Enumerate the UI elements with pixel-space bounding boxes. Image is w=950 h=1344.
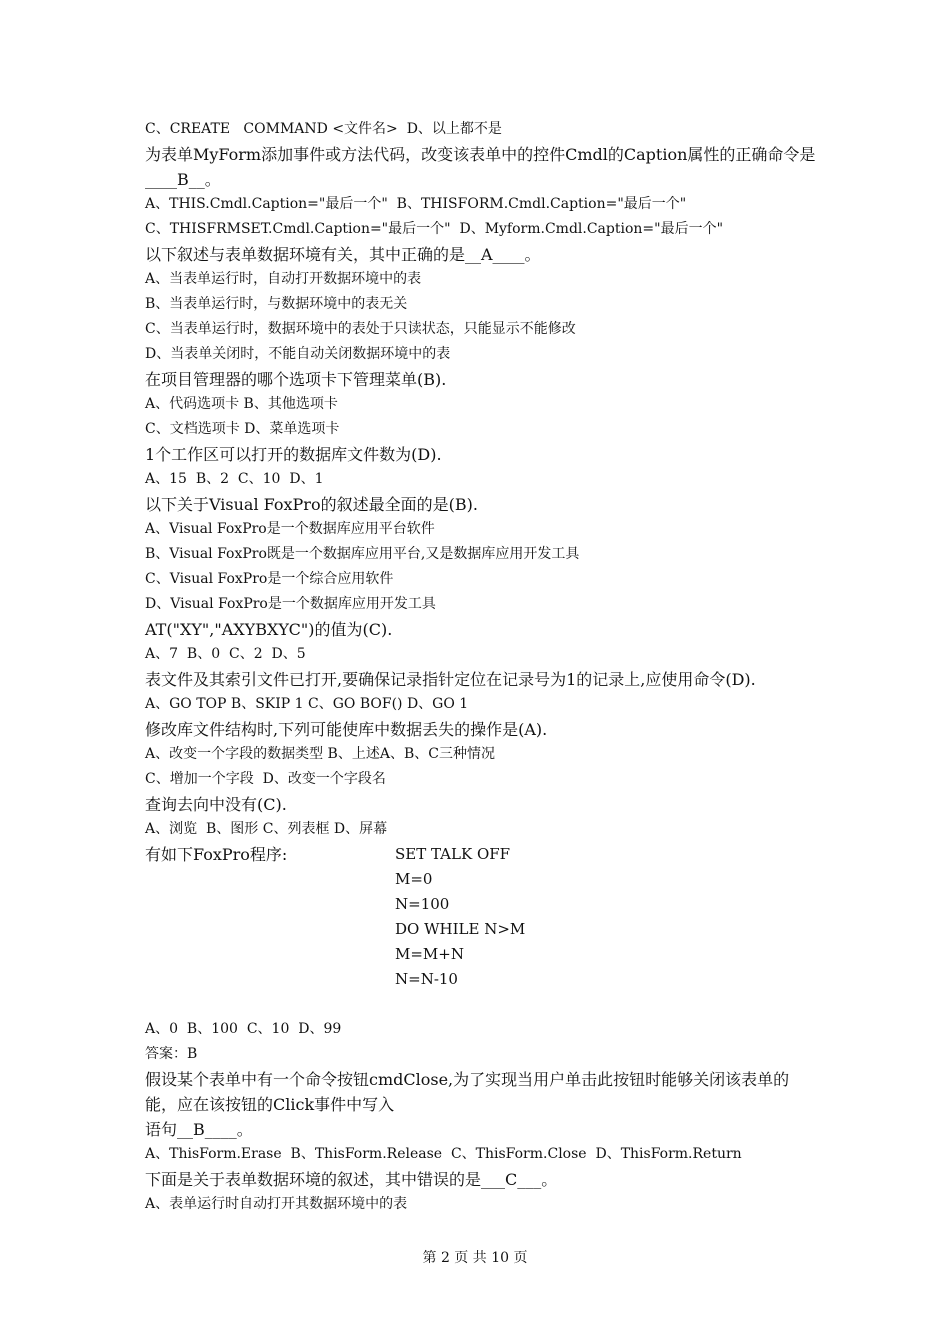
question-line: 查询去向中没有(C). (145, 795, 287, 814)
code-line: N=N-10 (395, 970, 458, 988)
option-line: A、0 B、100 C、10 D、99 (145, 1021, 342, 1037)
blank-line (145, 992, 825, 1017)
question-line: 为表单MyForm添加事件或方法代码，改变该表单中的控件Cmdl的Caption属性的正确命令是 (145, 145, 816, 164)
option-line: A、GO TOP B、SKIP 1 C、GO BOF() D、GO 1 (145, 696, 469, 712)
question-line: 能，应在该按钮的Click事件中写入 (145, 1095, 395, 1114)
program-block (145, 842, 825, 992)
question-line: 语句__B____。 (145, 1120, 253, 1139)
option-line: B、当表单运行时，与数据环境中的表无关 (145, 296, 408, 312)
option-line: A、浏览 B、图形 C、列表框 D、屏幕 (145, 821, 388, 837)
question-line: 以下叙述与表单数据环境有关，其中正确的是__A____。 (145, 245, 541, 264)
option-line: D、当表单关闭时，不能自动关闭数据环境中的表 (145, 346, 451, 362)
code-line: DO WHILE N>M (395, 920, 526, 938)
question-line: 假设某个表单中有一个命令按钮cmdClose,为了实现当用户单击此按钮时能够关闭该表单的 (145, 1070, 790, 1089)
code-line: N=100 (395, 895, 450, 913)
option-line: C、THISFRMSET.Cmdl.Caption="最后一个" D、Myform.Cmdl.Caption="最后一个" (145, 221, 724, 237)
option-line: A、15 B、2 C、10 D、1 (145, 471, 324, 487)
option-line: D、Visual FoxPro是一个数据库应用开发工具 (145, 596, 436, 612)
option-line: C、增加一个字段 D、改变一个字段名 (145, 771, 386, 787)
question-line: 1个工作区可以打开的数据库文件数为(D). (145, 445, 442, 464)
option-line: A、表单运行时自动打开其数据环境中的表 (145, 1196, 408, 1212)
page-content (145, 117, 825, 1217)
question-line: AT("XY","AXYBXYC")的值为(C). (145, 620, 393, 639)
question-line: 在项目管理器的哪个选项卡下管理菜单(B). (145, 370, 447, 389)
option-line: A、7 B、0 C、2 D、5 (145, 646, 306, 662)
page-footer: 第 2 页 共 10 页 (422, 1250, 528, 1266)
answer-line: 答案：B (145, 1046, 198, 1062)
option-line: C、当表单运行时，数据环境中的表处于只读状态，只能显示不能修改 (145, 321, 576, 337)
question-line: 以下关于Visual FoxPro的叙述最全面的是(B). (145, 495, 478, 514)
code-line: M=0 (395, 870, 433, 888)
option-line: A、代码选项卡 B、其他选项卡 (145, 396, 338, 412)
code-line: M=M+N (395, 945, 464, 963)
option-line: B、Visual FoxPro既是一个数据库应用平台,又是数据库应用开发工具 (145, 546, 580, 562)
option-line: C、Visual FoxPro是一个综合应用软件 (145, 571, 394, 587)
option-line: C、文档选项卡 D、菜单选项卡 (145, 421, 340, 437)
option-line: A、ThisForm.Erase B、ThisForm.Release C、ThisForm.Close D、ThisForm.Return (145, 1146, 742, 1162)
option-line: A、Visual FoxPro是一个数据库应用平台软件 (145, 521, 435, 537)
question-line: 修改库文件结构时,下列可能使库中数据丢失的操作是(A). (145, 720, 548, 739)
option-line: A、改变一个字段的数据类型 B、上述A、B、C三种情况 (145, 746, 495, 762)
question-line: 下面是关于表单数据环境的叙述，其中错误的是___C___。 (145, 1170, 558, 1189)
option-line: A、当表单运行时，自动打开数据环境中的表 (145, 271, 422, 287)
question-line: 表文件及其索引文件已打开,要确保记录指针定位在记录号为1的记录上,应使用命令(D). (145, 670, 756, 689)
program-code (395, 842, 525, 992)
program-label: 有如下FoxPro程序: (145, 845, 288, 864)
text-line: ____B__。 (145, 170, 221, 189)
text-line: C、CREATE COMMAND <文件名> D、以上都不是 (145, 121, 502, 137)
option-line: A、THIS.Cmdl.Caption="最后一个" B、THISFORM.Cmdl.Caption="最后一个" (145, 196, 687, 212)
code-line: SET TALK OFF (395, 845, 511, 863)
